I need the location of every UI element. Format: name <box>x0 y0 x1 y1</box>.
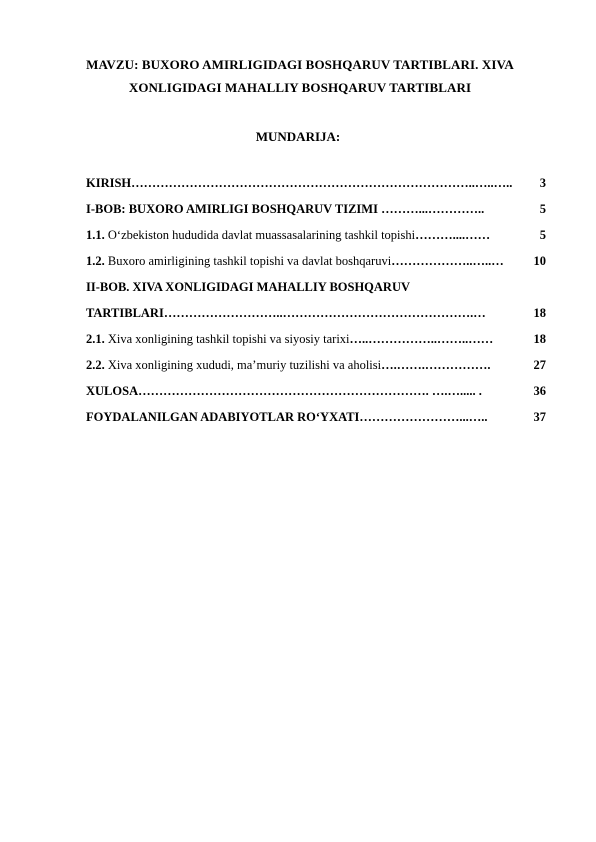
toc-entry-text: Buxoro amirligining tashkil topishi va davlat boshqaruvi <box>104 254 392 268</box>
document-title-line-2: XONLIGIDAGI MAHALLIY BOSHQARUV TARTIBLARI <box>128 80 472 95</box>
toc-entry-adabiyotlar <box>86 408 546 426</box>
toc-page-number: 18 <box>533 332 546 346</box>
toc-section-number: 1.2. <box>86 254 105 268</box>
toc-leader-dots: ………………………………………………………………………..…..….. <box>131 176 513 190</box>
toc-page-number: 36 <box>533 384 546 398</box>
toc-heading: MUNDARIJA: <box>255 129 341 144</box>
toc-entry-kirish <box>86 174 546 192</box>
toc-section-number: 1.1. <box>86 228 105 242</box>
toc-section-number: 2.1. <box>86 332 105 346</box>
document-title-line-1: MAVZU: BUXORO AMIRLIGIDAGI BOSHQARUV TARTIBLARI. XIVA <box>86 57 514 72</box>
toc-entry-1-1 <box>86 226 546 244</box>
toc-page-number: 27 <box>533 358 546 372</box>
toc-leader-dots: …..……………..……..…… <box>349 332 494 346</box>
toc-entry-label: XULOSA <box>86 384 139 398</box>
toc-leader-dots: ………………..…..… <box>391 254 504 268</box>
toc-entry-text: O‘zbekiston hududida davlat muassasalarining tashkil topishi <box>104 228 416 242</box>
toc-leader-dots: ………....…… <box>415 228 491 242</box>
toc-entry-bob2 <box>86 304 546 322</box>
toc-entry-2-1 <box>86 330 546 348</box>
toc-leader-dots: ………………………..……………………………………….… <box>163 306 486 320</box>
toc-entry-text: Xiva xonligining xududi, ma’muriy tuzilishi va aholisi <box>104 358 382 372</box>
toc-entry-label: I-BOB: BUXORO AMIRLIGI BOSHQARUV TIZIMI <box>86 202 382 216</box>
toc-page-number: 3 <box>539 176 546 190</box>
toc-entry-bob1 <box>86 200 546 218</box>
toc-entry-xulosa <box>86 382 546 400</box>
toc-entry-bob2-line-1: II-BOB. XIVA XONLIGIDAGI MAHALLIY BOSHQARUV <box>86 280 411 294</box>
toc-entry-label: FOYDALANILGAN ADABIYOTLAR RO‘YXATI <box>86 410 360 424</box>
toc-page-number: 18 <box>533 306 546 320</box>
toc-entry-1-2 <box>86 252 546 270</box>
toc-leader-dots: ……………………………………………………………. ….…..... . <box>138 384 482 398</box>
toc-section-number: 2.2. <box>86 358 105 372</box>
toc-page-number: 5 <box>539 228 546 242</box>
toc-leader-dots: ….…….……………. <box>381 358 491 372</box>
toc-page-number: 5 <box>539 202 546 216</box>
toc-entry-text: Xiva xonligining tashkil topishi va siyosiy tarixi <box>104 332 350 346</box>
toc-leader-dots: ………...………….. <box>381 202 485 216</box>
toc-page-number: 37 <box>533 410 546 424</box>
toc-entry-label: TARTIBLARI <box>86 306 164 320</box>
toc-leader-dots: ……………………...….. <box>359 410 488 424</box>
toc-page-number: 10 <box>533 254 546 268</box>
toc-entry-2-2 <box>86 356 546 374</box>
toc-entry-label: KIRISH <box>86 176 132 190</box>
